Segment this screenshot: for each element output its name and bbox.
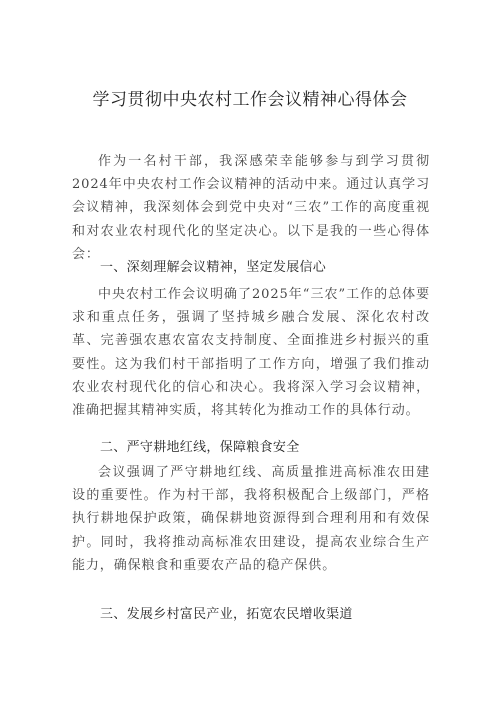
section-2-paragraph [72, 461, 430, 577]
section-heading-2: 二、严守耕地红线，保障粮食安全 [100, 440, 300, 455]
section-heading-1: 一、深刻理解会议精神，坚定发展信心 [100, 260, 327, 275]
intro-paragraph [72, 150, 430, 266]
paragraph-text: 会议强调了严守耕地红线、高质量推进高标准农田建设的重要性。作为村干部，我将积极配合上级部门，严格执行耕地保护政策，确保耕地资源得到合理利用和有效保护。同时，我将推动高标准农田建设，提高农业综合生产能力，确保粮食和重要农产品的稳产保供。 [72, 465, 430, 573]
section-1-paragraph [72, 283, 430, 422]
paragraph-text: 作为一名村干部，我深感荣幸能够参与到学习贯彻2024年中央农村工作会议精神的活动中来。通过认真学习会议精神，我深刻体会到党中央对“三农”工作的高度重视和对农业农村现代化的坚定决心。以下是我的一些心得体会： [72, 154, 430, 262]
document-title: 学习贯彻中央农村工作会议精神心得体会 [92, 90, 408, 110]
paragraph-text: 中央农村工作会议明确了2025年“三农”工作的总体要求和重点任务，强调了坚持城乡融合发展、深化农村改革、完善强农惠农富农支持制度、全面推进乡村振兴的重要性。这为我们村干部指明了工作方向，增强了我们推动农业农村现代化的信心和决心。我将深入学习会议精神，准确把握其精神实质，将其转化为推动工作的具体行动。 [72, 287, 430, 419]
section-heading-3: 三、发展乡村富民产业，拓宽农民增收渠道 [100, 607, 353, 622]
